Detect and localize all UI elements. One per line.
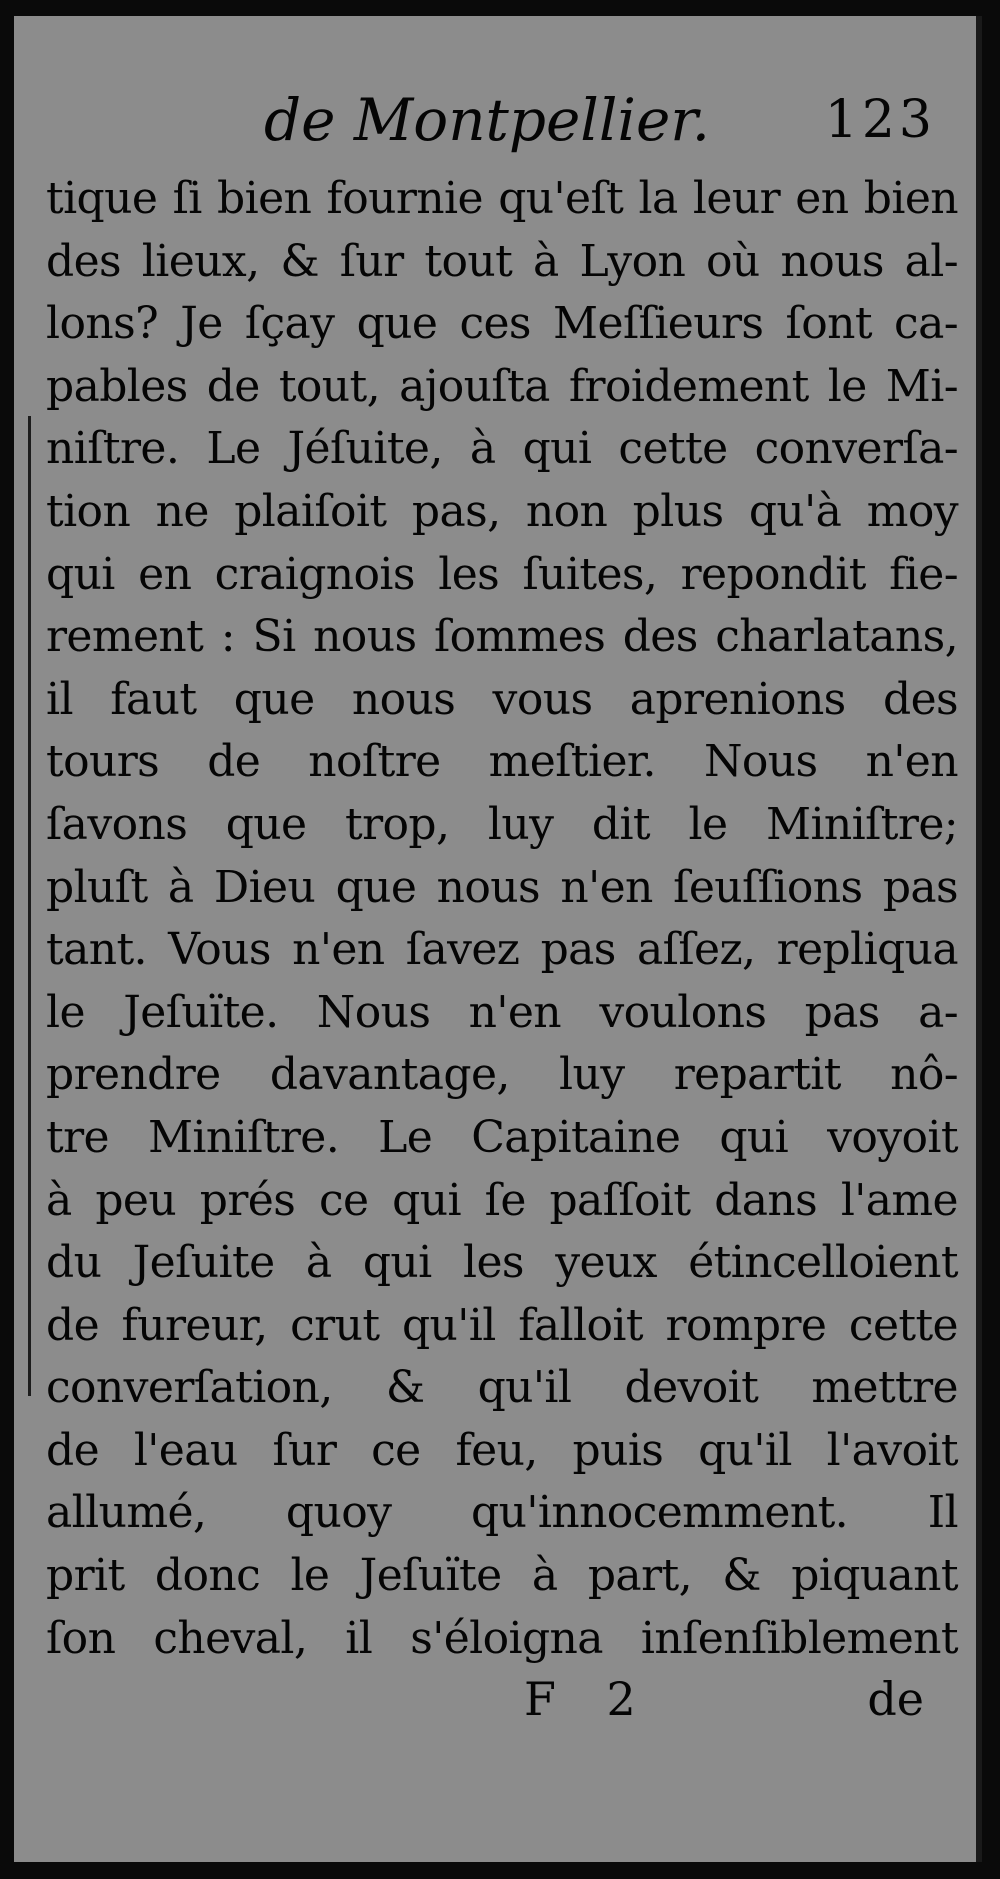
text-line: le Jeſuïte. Nous n'en voulons pas a- (46, 986, 958, 1038)
signature-mark: F 2 (524, 1672, 654, 1726)
text-line: tours de noſtre meſtier. Nous n'en (46, 736, 958, 788)
text-line: ſavons que trop, luy dit le Miniſtre; (46, 798, 958, 850)
book-page (14, 16, 982, 1862)
page-footer (14, 1672, 976, 1742)
text-line: pables de tout, ajouſta froidement le Mi- (46, 360, 958, 412)
text-line: pluſt à Dieu que nous n'en ſeuſſions pas (46, 861, 958, 913)
text-line: de fureur, crut qu'il falloit rompre cette (46, 1299, 958, 1351)
text-line: il faut que nous vous aprenions des (46, 673, 958, 725)
text-line: de l'eau ſur ce feu, puis qu'il l'avoit (46, 1424, 958, 1476)
text-line: à peu prés ce qui ſe paſſoit dans l'ame (46, 1174, 958, 1226)
catchword: de (867, 1672, 924, 1726)
text-line: prendre davantage, luy repartit nô- (46, 1049, 958, 1101)
text-line: qui en craignois les ſuites, repondit fie- (46, 548, 958, 600)
page-edge-shadow (28, 416, 31, 1396)
body-text (46, 168, 958, 1670)
text-line: converſation, & qu'il devoit mettre (46, 1362, 958, 1414)
text-line: tion ne plaiſoit pas, non plus qu'à moy (46, 485, 958, 537)
running-title: de Montpellier. (264, 86, 711, 154)
text-line: prit donc le Jeſuïte à part, & piquant (46, 1550, 958, 1602)
text-line: du Jeſuite à qui les yeux étincelloient (46, 1237, 958, 1289)
text-line: tant. Vous n'en ſavez pas aſſez, repliqua (46, 924, 958, 976)
text-line: lons? Je ſçay que ces Meſſieurs ſont ca- (46, 298, 958, 350)
page-header (14, 86, 976, 176)
text-line: des lieux, & ſur tout à Lyon où nous al- (46, 235, 958, 287)
text-line: allumé, quoy qu'innocemment. Il (46, 1487, 958, 1539)
page-number: 123 (824, 90, 936, 150)
text-line: ſon cheval, il s'éloigna inſenſiblement (46, 1612, 958, 1664)
text-line: niſtre. Le Jéſuite, à qui cette converſa- (46, 423, 958, 475)
text-line: rement : Si nous ſommes des charlatans, (46, 611, 958, 663)
text-line: tique ſi bien fournie qu'eſt la leur en bien (46, 173, 958, 224)
text-line: tre Miniſtre. Le Capitaine qui voyoit (46, 1111, 958, 1163)
